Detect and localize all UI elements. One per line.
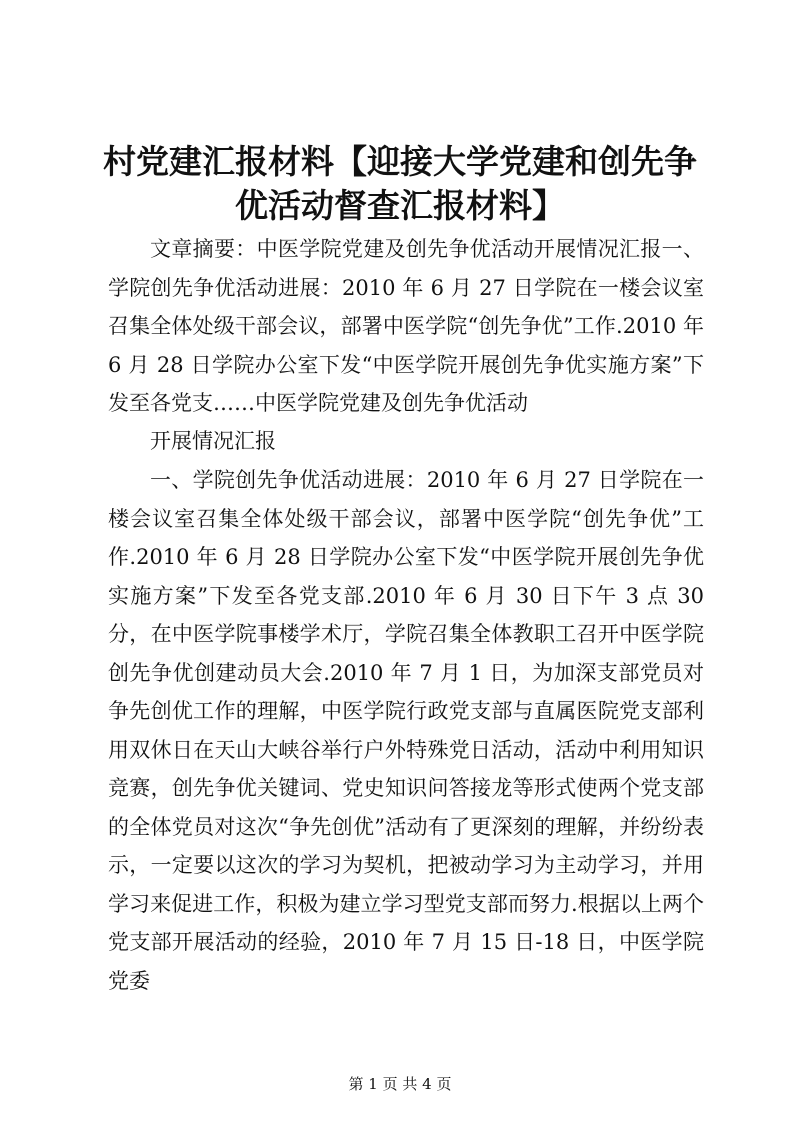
page-number-footer: 第 1 页 共 4 页 — [348, 1075, 452, 1093]
section-heading-paragraph: 开展情况汇报 — [150, 429, 276, 453]
abstract-paragraph: 文章摘要：中医学院党建及创先争优活动开展情况汇报一、学院创先争优活动进展：2010 年 6 月 27 日学院在一楼会议室召集全体处级干部会议，部署中医学院“创先争优”工作.2010 年 6 月 28 日学院办公室下发“中医学院开展创先争优实施方案”下发至各党支……中医学院党建及创先争优活动 — [108, 237, 704, 415]
document-title: 村党建汇报材料【迎接大学党建和创先争优活动督查汇报材料】 — [103, 142, 697, 225]
body-paragraph: 一、学院创先争优活动进展：2010 年 6 月 27 日学院在一楼会议室召集全体处级干部会议，部署中医学院“创先争优”工作.2010 年 6 月 28 日学院办公室下发“中医学院开展创先争优实施方案”下发至各党支部.2010 年 6 月 30 日下午 3 点 30 分，在中医学院事楼学术厅，学院召集全体教职工召开中医学院创先争优创建动员大会.2010 年 7 月 1 日，为加深支部党员对争先创优工作的理解，中医学院行政党支部与直属医院党支部利用双休日在天山大峡谷举行户外特殊党日活动，活动中利用知识竞赛，创先争优关键词、党史知识问答接龙等形式使两个党支部的全体党员对这次“争先创优”活动有了更深刻的理解，并纷纷表示，一定要以这次的学习为契机，把被动学习为主动学习，并用学习来促进工作，积极为建立学习型党支部而努力.根据以上两个党支部开展活动的经验，2010 年 7 月 15 日-18 日，中医学院党委 — [108, 468, 704, 993]
